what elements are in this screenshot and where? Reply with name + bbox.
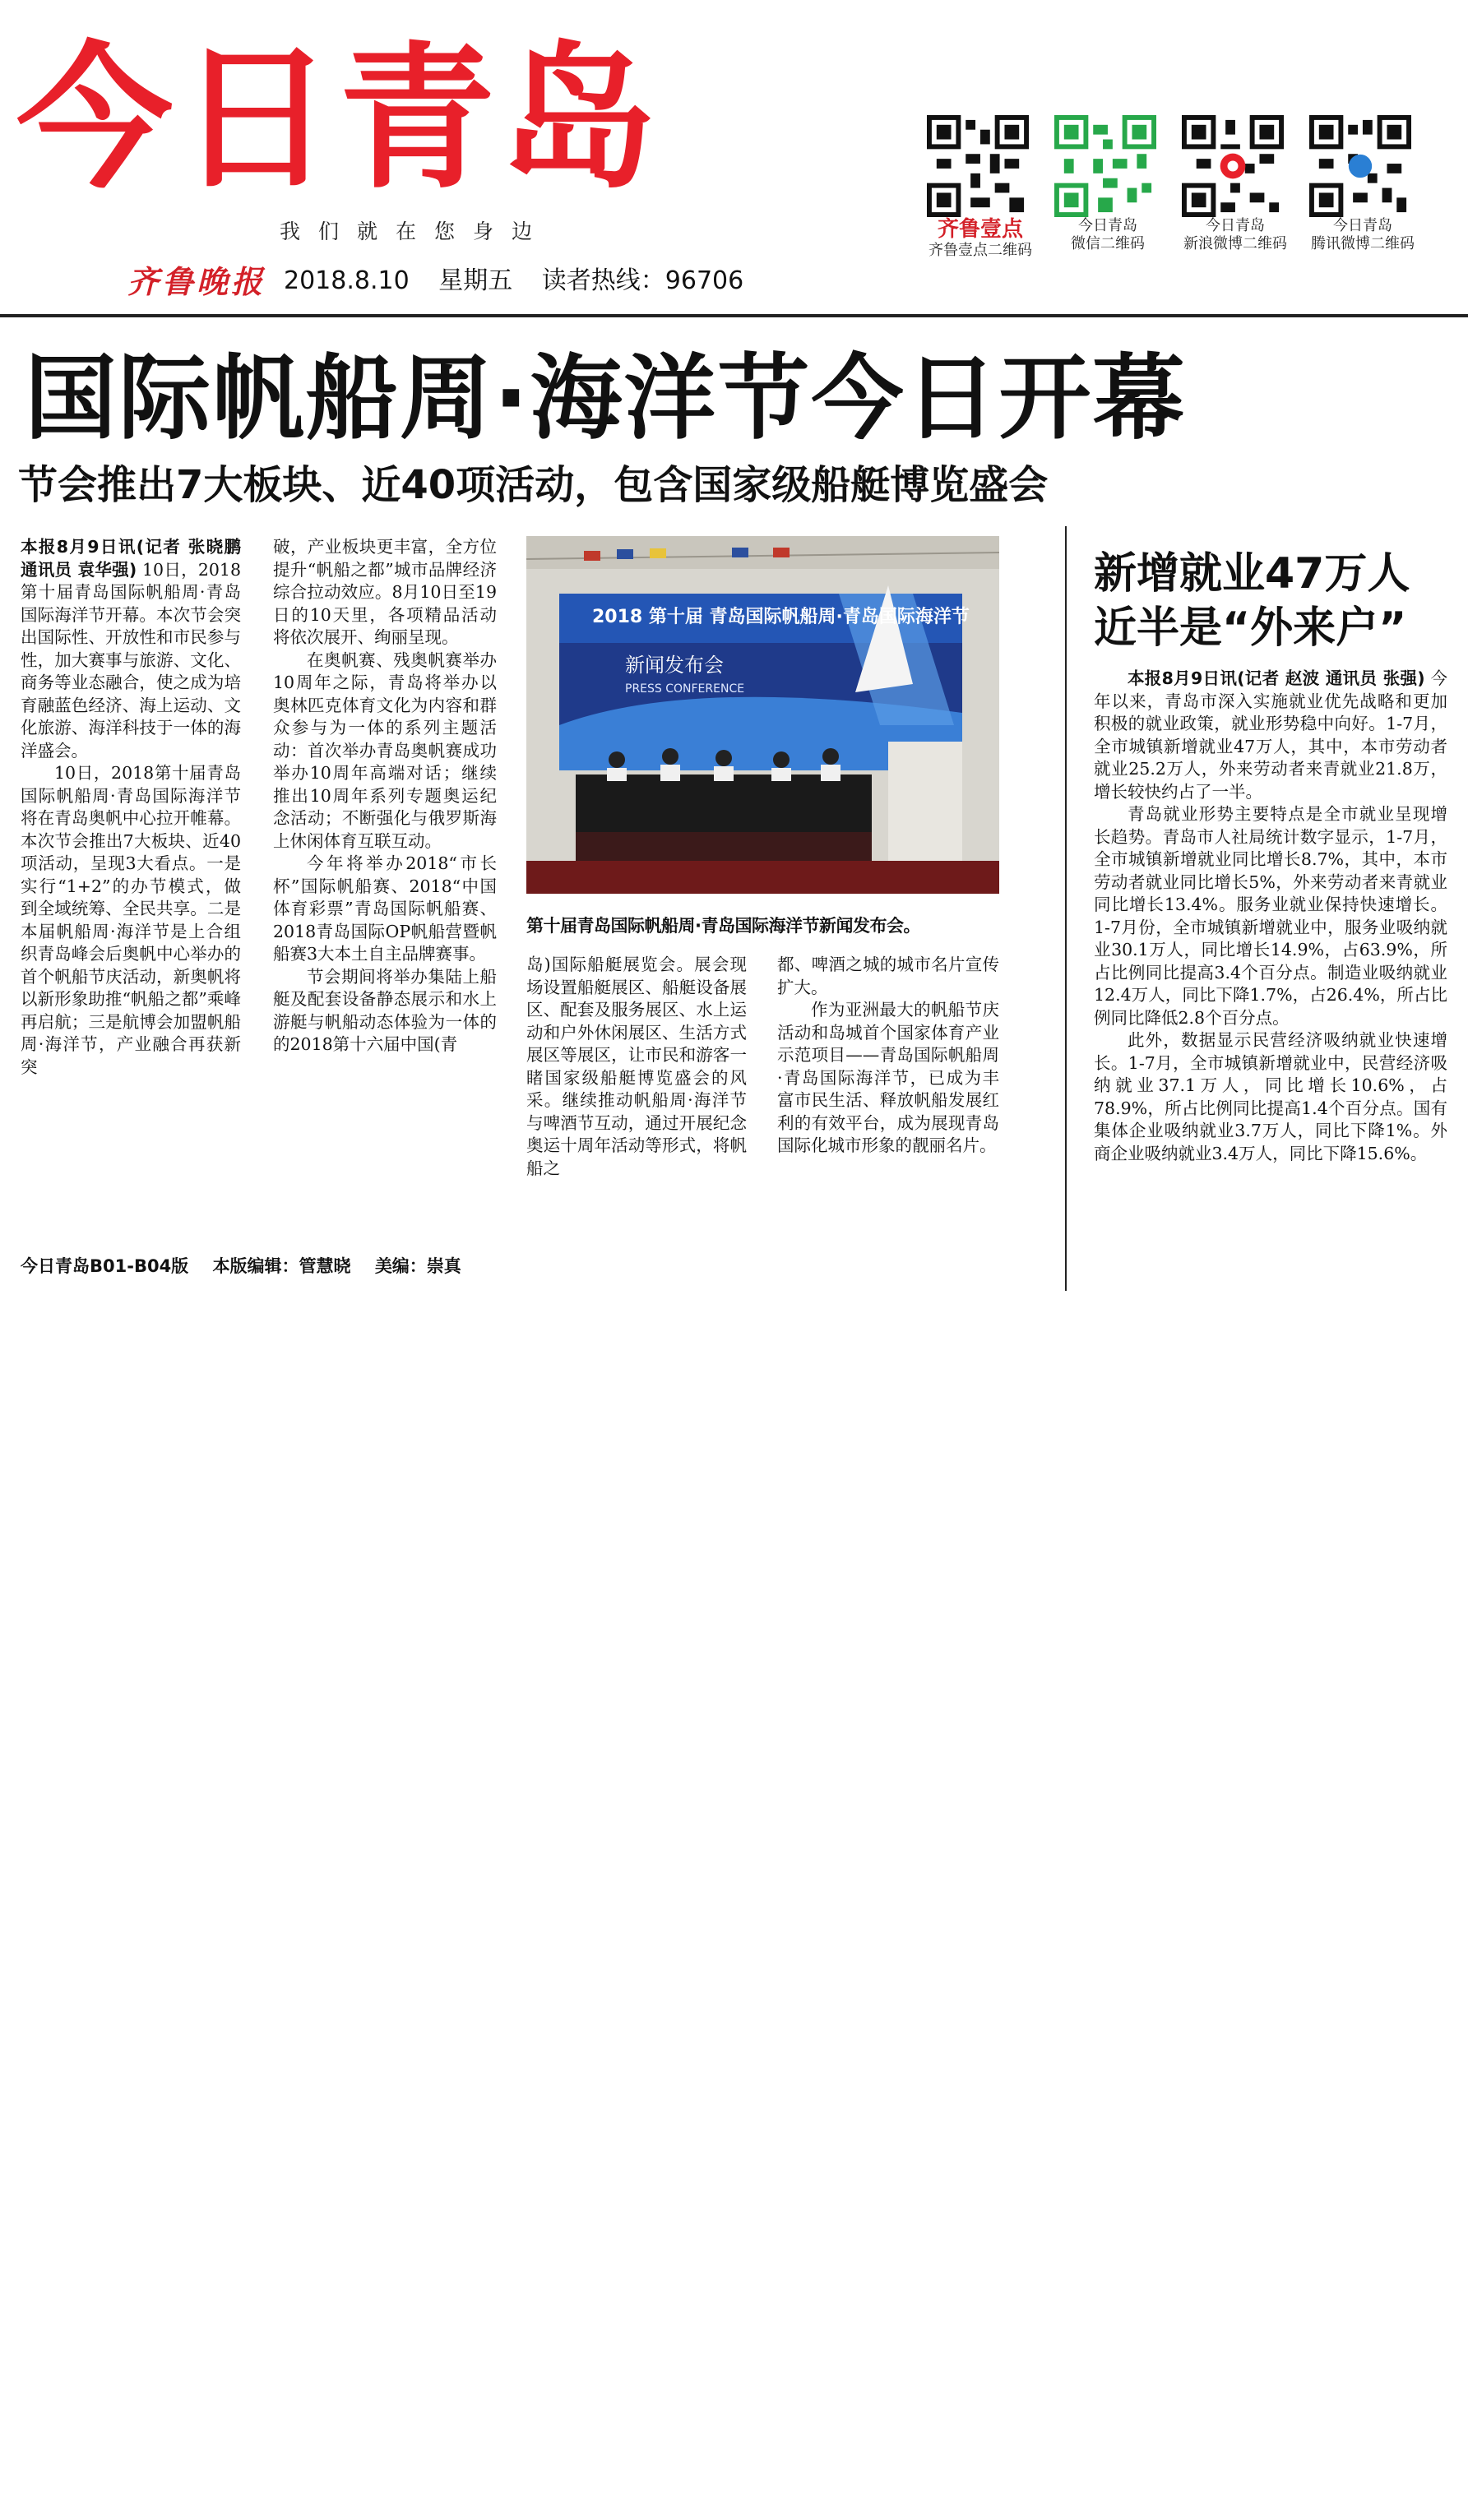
issue-weekday: 星期五 [438,266,513,295]
issue-date: 2018.8.10 [284,266,410,295]
masthead-title: 今日青岛 [16,28,662,210]
article-paragraph: 今年将举办2018“市长杯”国际帆船赛、2018“中国体育彩票”青岛国际帆船赛、2018青岛国际OP帆船营暨帆船赛3大本土自主品牌赛事。 [273,853,497,964]
paper-logo: 齐鲁晚报 [127,263,266,300]
article-paragraph: 本报8月9日讯(记者 赵波 通讯员 张强) 今年以来，青岛市深入实施就业优先战略和更加积极的就业政策，就业形势稳中向好。1-7月，全市城镇新增就业47万人，其中，本市劳动者就业25.2万人，外来劳动者来青就业21.8万，增长较快约占了一半。 [1094,668,1447,802]
article-paragraph: 此外，数据显示民营经济吸纳就业快速增长。1-7月，全市城镇新增就业中，民营经济吸纳就业37.1万人，同比增长10.6%，占78.9%，所占比例同比提高1.4个百分点。国有集体企业吸纳就业3.7万人，同比下降1%。外商企业吸纳就业3.4万人，同比下降15.6%。 [1094,1030,1447,1163]
main-story-column-1 [21,536,241,1079]
qr-code-icon [927,115,1029,217]
article-paragraph: 在奥帆赛、残奥帆赛举办10周年之际，青岛将举办以奥林匹克体育文化为内容和群众参与为一体的系列主题活动：首次举办青岛奥帆赛成功举办10周年高端对话；继续推出10周年系列专题奥运纪念活动；不断强化与俄罗斯海上休闲体育互联互动。 [273,650,497,851]
footer-editor: 本版编辑：管慧晓 [212,1256,351,1276]
reader-hotline: 读者热线：96706 [541,266,744,295]
qr-code-qilu[interactable] [927,115,1034,260]
article-paragraph: 节会期间将举办集陆上船艇及配套设备静态展示和水上游艇与帆船动态体验为一体的的2018第十六届中国(青 [273,966,497,1054]
qr-code-tencent-weibo[interactable] [1309,115,1416,253]
qr-code-sina-weibo[interactable] [1182,115,1289,253]
dateline [284,260,765,296]
main-story-column-4 [777,954,999,1158]
qr-label: 今日青岛 腾讯微博二维码 [1311,217,1415,252]
side-story-body [1094,668,1447,1165]
qr-label: 齐鲁壹点 齐鲁壹点二维码 [928,217,1032,259]
qr-code-wechat[interactable] [1054,115,1161,253]
article-paragraph: 作为亚洲最大的帆船节庆活动和岛城首个国家体育产业示范项目——青岛国际帆船周·青岛国际海洋节，已成为丰富市民生活、释放帆船发展红利的有效平台，成为展现青岛国际化城市形象的靓丽名片。 [777,1000,999,1155]
qr-code-icon [1309,115,1411,217]
qr-label: 今日青岛 微信二维码 [1071,217,1145,252]
qr-code-icon [1054,115,1156,217]
main-subheadline: 节会推出7大板块、近40项活动，包含国家级船艇博览盛会 [18,462,1049,508]
backdrop-text: 2018 第十届 青岛国际帆船周·青岛国际海洋节 [592,607,970,627]
qr-code-icon [1182,115,1284,217]
page-footer [21,1253,479,1278]
article-paragraph: 本报8月9日讯(记者 张晓鹏 通讯员 袁华强) 10日，2018第十届青岛国际帆船周·青岛国际海洋节开幕。本次节会突出国际性、开放性和市民参与性，加大赛事与旅游、文化、商务等业态融合，使之成为培育融蓝色经济、海上运动、文化旅游、海洋科技于一体的海洋盛会。 [21,537,241,761]
article-paragraph: 岛)国际船艇展览会。展会现场设置船艇展区、船艇设备展区、配套及服务展区、水上运动和户外休闲展区、生活方式展区等展区，让市民和游客一睹国家级船艇博览盛会的风采。继续推动帆船周·海洋节与啤酒节互动，通过开展纪念奥运十周年活动等形式，将帆船之 [526,955,747,1178]
photo-caption: 第十届青岛国际帆船周·青岛国际海洋节新闻发布会。 [526,916,920,936]
article-paragraph: 青岛就业形势主要特点是全市就业呈现增长趋势。青岛市人社局统计数字显示，1-7月，全市城镇新增就业同比增长8.7%，其中，本市劳动者就业同比增长5%，外来劳动者来青就业同比增长13.4%。服务业就业保持快速增长。1-7月份，全市城镇新增就业中，服务业吸纳就业30.1万人，同比增长14.9%，占63.9%，所占比例同比提高3.4个百分点。制造业吸纳就业12.4万人，同比下降1.7%，占26.4%，所占比例同比降低2.8个百分点。 [1094,804,1447,1028]
side-story-title: 新增就业47万人 近半是“外来户” [1094,549,1410,653]
article-paragraph: 都、啤酒之城的城市名片宣传扩大。 [777,955,999,997]
column-divider [1065,526,1067,1291]
masthead-divider [0,314,1468,317]
masthead-slogan: 我们就在您身边 [280,220,551,243]
footer-pages: 今日青岛B01-B04版 [21,1256,189,1276]
qr-label: 今日青岛 新浪微博二维码 [1183,217,1287,252]
main-headline: 国际帆船周·海洋节今日开幕 [25,345,1187,452]
main-story-column-2 [273,536,497,1057]
article-paragraph: 破，产业板块更丰富，全方位提升“帆船之都”城市品牌经济综合拉动效应。8月10日至19日的10天里，各项精品活动将依次展开、绚丽呈现。 [273,537,497,647]
main-story-column-3 [526,954,747,1180]
footer-designer: 美编：崇真 [374,1256,461,1276]
article-paragraph: 10日，2018第十届青岛国际帆船周·青岛国际海洋节将在青岛奥帆中心拉开帷幕。本次节会推出7大板块、近40项活动，呈现3大看点。一是实行“1+2”的办节模式，做到全域统筹、全民共享。二是本届帆船周·海洋节是上合组织青岛峰会后奥帆中心举办的首个帆船节庆活动，新奥帆将以新形象助推“帆船之都”乘峰再启航；三是航博会加盟帆船周·海洋节，产业融合再获新突 [21,763,241,1077]
backdrop-text: PRESS CONFERENCE [625,682,745,696]
backdrop-text: 新闻发布会 [625,654,724,677]
press-conference-photo [526,536,999,894]
